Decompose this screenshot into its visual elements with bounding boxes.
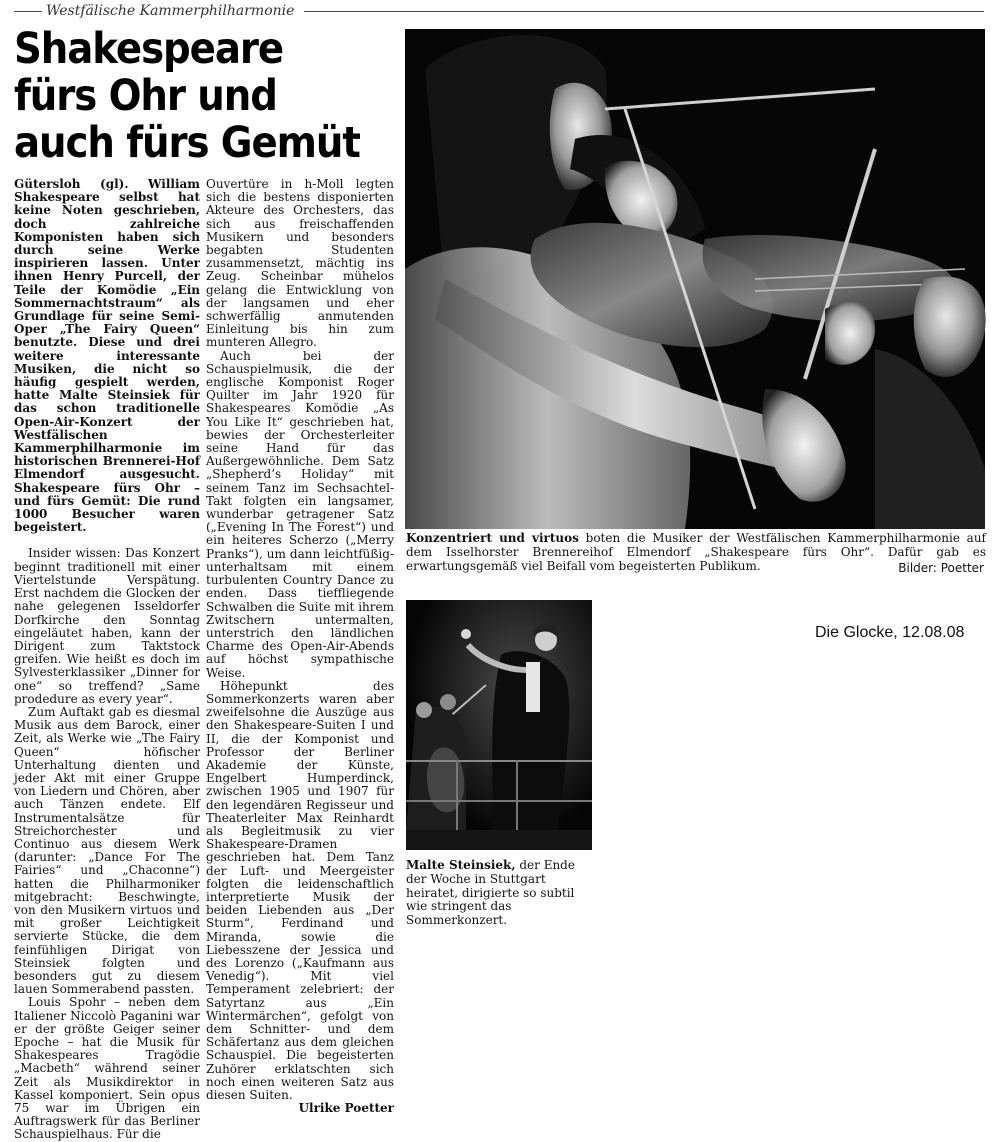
article-paragraph: Louis Spohr – neben dem Italiener Niccolò Paganini war er der größte Geiger seiner Epoche – hat die Musik für Shakespeares Tragödie „Macbeth“ während seiner Zeit als Musikdirektor in Kassel komponiert. Sein opus 75 war im Übrigen ein Auftragswerk für das Berliner Schauspielhaus. Für die <box>14 995 200 1142</box>
conductor-photo-caption <box>406 859 592 928</box>
article-paragraph: Höhepunkt des Sommerkonzerts waren aber zweifelsohne die Auszüge aus den Shakespeare-Suiten I und II, die der Komponist und Professor der Berliner Akademie der Künste, Engelbert Humperdinck, zwischen 1905 und 1907 für den legendären Regisseur und Theaterleiter Max Reinhardt als Begleitmusik zu vier Shakespeare-Dramen geschrieben hat. Dem Tanz der Luft- und Meergeister folgten die leidenschaftlich interpretierte Musik der beiden Liebenden aus „Der Sturm“, Ferdinand und Miranda, sowie die Liebesszene der Jessica und des Lorenzo („Kaufmann aus Venedig“). Mit viel Temperament zelebriert: der Satyrtanz aus „Ein Wintermärchen“, gefolgt von dem Schnitter- und dem Schäfertanz aus dem gleichen Schauspiel. Die begeisterten Zuhörer erklatschten sich noch einen weiteren Satz aus diesen Suiten. <box>206 678 394 1103</box>
article-lead: Gütersloh (gl). William Shakespeare selbst hat keine Noten geschrieben, doch zahlreiche Komponisten haben sich durch seine Werke inspirieren lassen. Unter ihnen Henry Purcell, der Teile der Komödie „Ein Sommernachtstraum“ als Grundlage für seine Semi-Oper „The Fairy Queen“ benutzte. Diese und drei weitere interessante Musiken, die nicht so häufig gespielt werden, hatte Malte Steinsiek für das schon traditionelle Open-Air-Konzert der Westfälischen Kammerphilharmonie im historischen Brennerei-Hof Elmendorf ausgesucht. Shakespeare fürs Ohr – und fürs Gemüt: Die rund 1000 Besucher waren begeistert. <box>14 177 200 535</box>
conductor-photo <box>406 600 592 850</box>
article-paragraph: Zum Auftakt gab es diesmal Musik aus dem Barock, einer Zeit, als Werke wie „The Fairy Queen“ höfischer Unterhaltung dienten und jeder Akt mit einer Gruppe von Liedern und Chören, aber auch Tänzen endete. Elf Instrumentalsätze für Streichorchester und Continuo aus diesem Werk (darunter: „Dance For The Fairies“ und „Chaconne“) hatten die Philharmoniker mitgebracht: Beschwingte, von den Musikern virtuos und mit großer Leichtigkeit servierte Stücke, die dem feinfühligen Dirigat von Steinsiek folgten und besonders gut zu diesem lauen Sommerabend passten. <box>14 704 200 997</box>
main-caption-text: boten die Musiker der Westfälischen Kammerphilharmonie auf dem Isselhorster Brennereihof Elmendorf „Shakespeare fürs Ohr“. Dafür gab es erwartungsgemäß viel Beifall vom begeisterten Publikum. <box>406 531 986 573</box>
author-byline: Ulrike Poetter <box>298 1101 394 1116</box>
article-paragraph: Auch bei der Schauspielmusik, die der englische Komponist Roger Quilter im Jahr 1920 für Shakespeares Komödie „As You Like It“ geschrieben hat, bewies der Orchesterleiter seine Hand für das Außergewöhnliche. Dem Satz „Shepherd’s Holiday“ mit seinem Tanz im Sechsachtel-Takt folgten ein langsamer, wunderbar getragener Satz („Evening In The Forest“) und ein heiteres Scherzo („Merry Pranks“), um dann leichtfüßig-unterhaltsam mit einem turbulenten Country Dance zu enden. Dass tieffliegende Schwalben die Suite mit ihrem Zwitschern untermalten, unterstrich den ländlichen Charme des Open-Air-Abends auf höchst sympathische Weise. <box>206 348 394 680</box>
photo-credit: Bilder: Poetter <box>898 561 984 575</box>
headline <box>14 26 365 167</box>
headline-line-1: Shakespeare <box>14 24 284 74</box>
section-kicker: Westfälische Kammerphilharmonie <box>46 3 295 19</box>
top-rule-right <box>304 11 984 12</box>
conductor-caption-lead: Malte Steinsiek, <box>406 858 516 872</box>
main-caption-lead: Konzentriert und virtuos <box>406 531 579 545</box>
headline-line-2: fürs Ohr und <box>14 71 277 121</box>
article-paragraph: Ouvertüre in h-Moll legten sich die bestens disponierten Akteure des Orchesters, das sich aus freischaffenden Musikern und besonders begabten Studenten zusammensetzt, mächtig ins Zeug. Scheinbar mühelos gelang die Entwicklung von der langsamen und eher schwerfällig anmutenden Einleitung bis hin zum munteren Allegro. <box>206 177 394 350</box>
article-paragraph: Insider wissen: Das Konzert beginnt traditionell mit einer Viertelstunde Verspätung. Erst nachdem die Glocken der nahe gelegenen Isseldorfer Dorfkirche den Sonntag eingeläutet haben, kann der Dirigent zum Taktstock greifen. Wie heißt es doch im Sylvesterklassiker „Dinner for one“ so treffend? „Same prodedure as every year“. <box>14 546 200 706</box>
conductor-caption-text: der Ende der Woche in Stuttgart heiratet, dirigierte so subtil wie stringent das Sommerkonzert. <box>406 858 575 928</box>
violinists-photo <box>405 29 985 529</box>
article-column-2 <box>206 178 394 1115</box>
source-note: Die Glocke, 12.08.08 <box>815 624 965 641</box>
top-rule-left <box>14 11 42 12</box>
headline-line-3: auch fürs Gemüt <box>14 118 360 168</box>
article-column-1 <box>14 178 200 1142</box>
